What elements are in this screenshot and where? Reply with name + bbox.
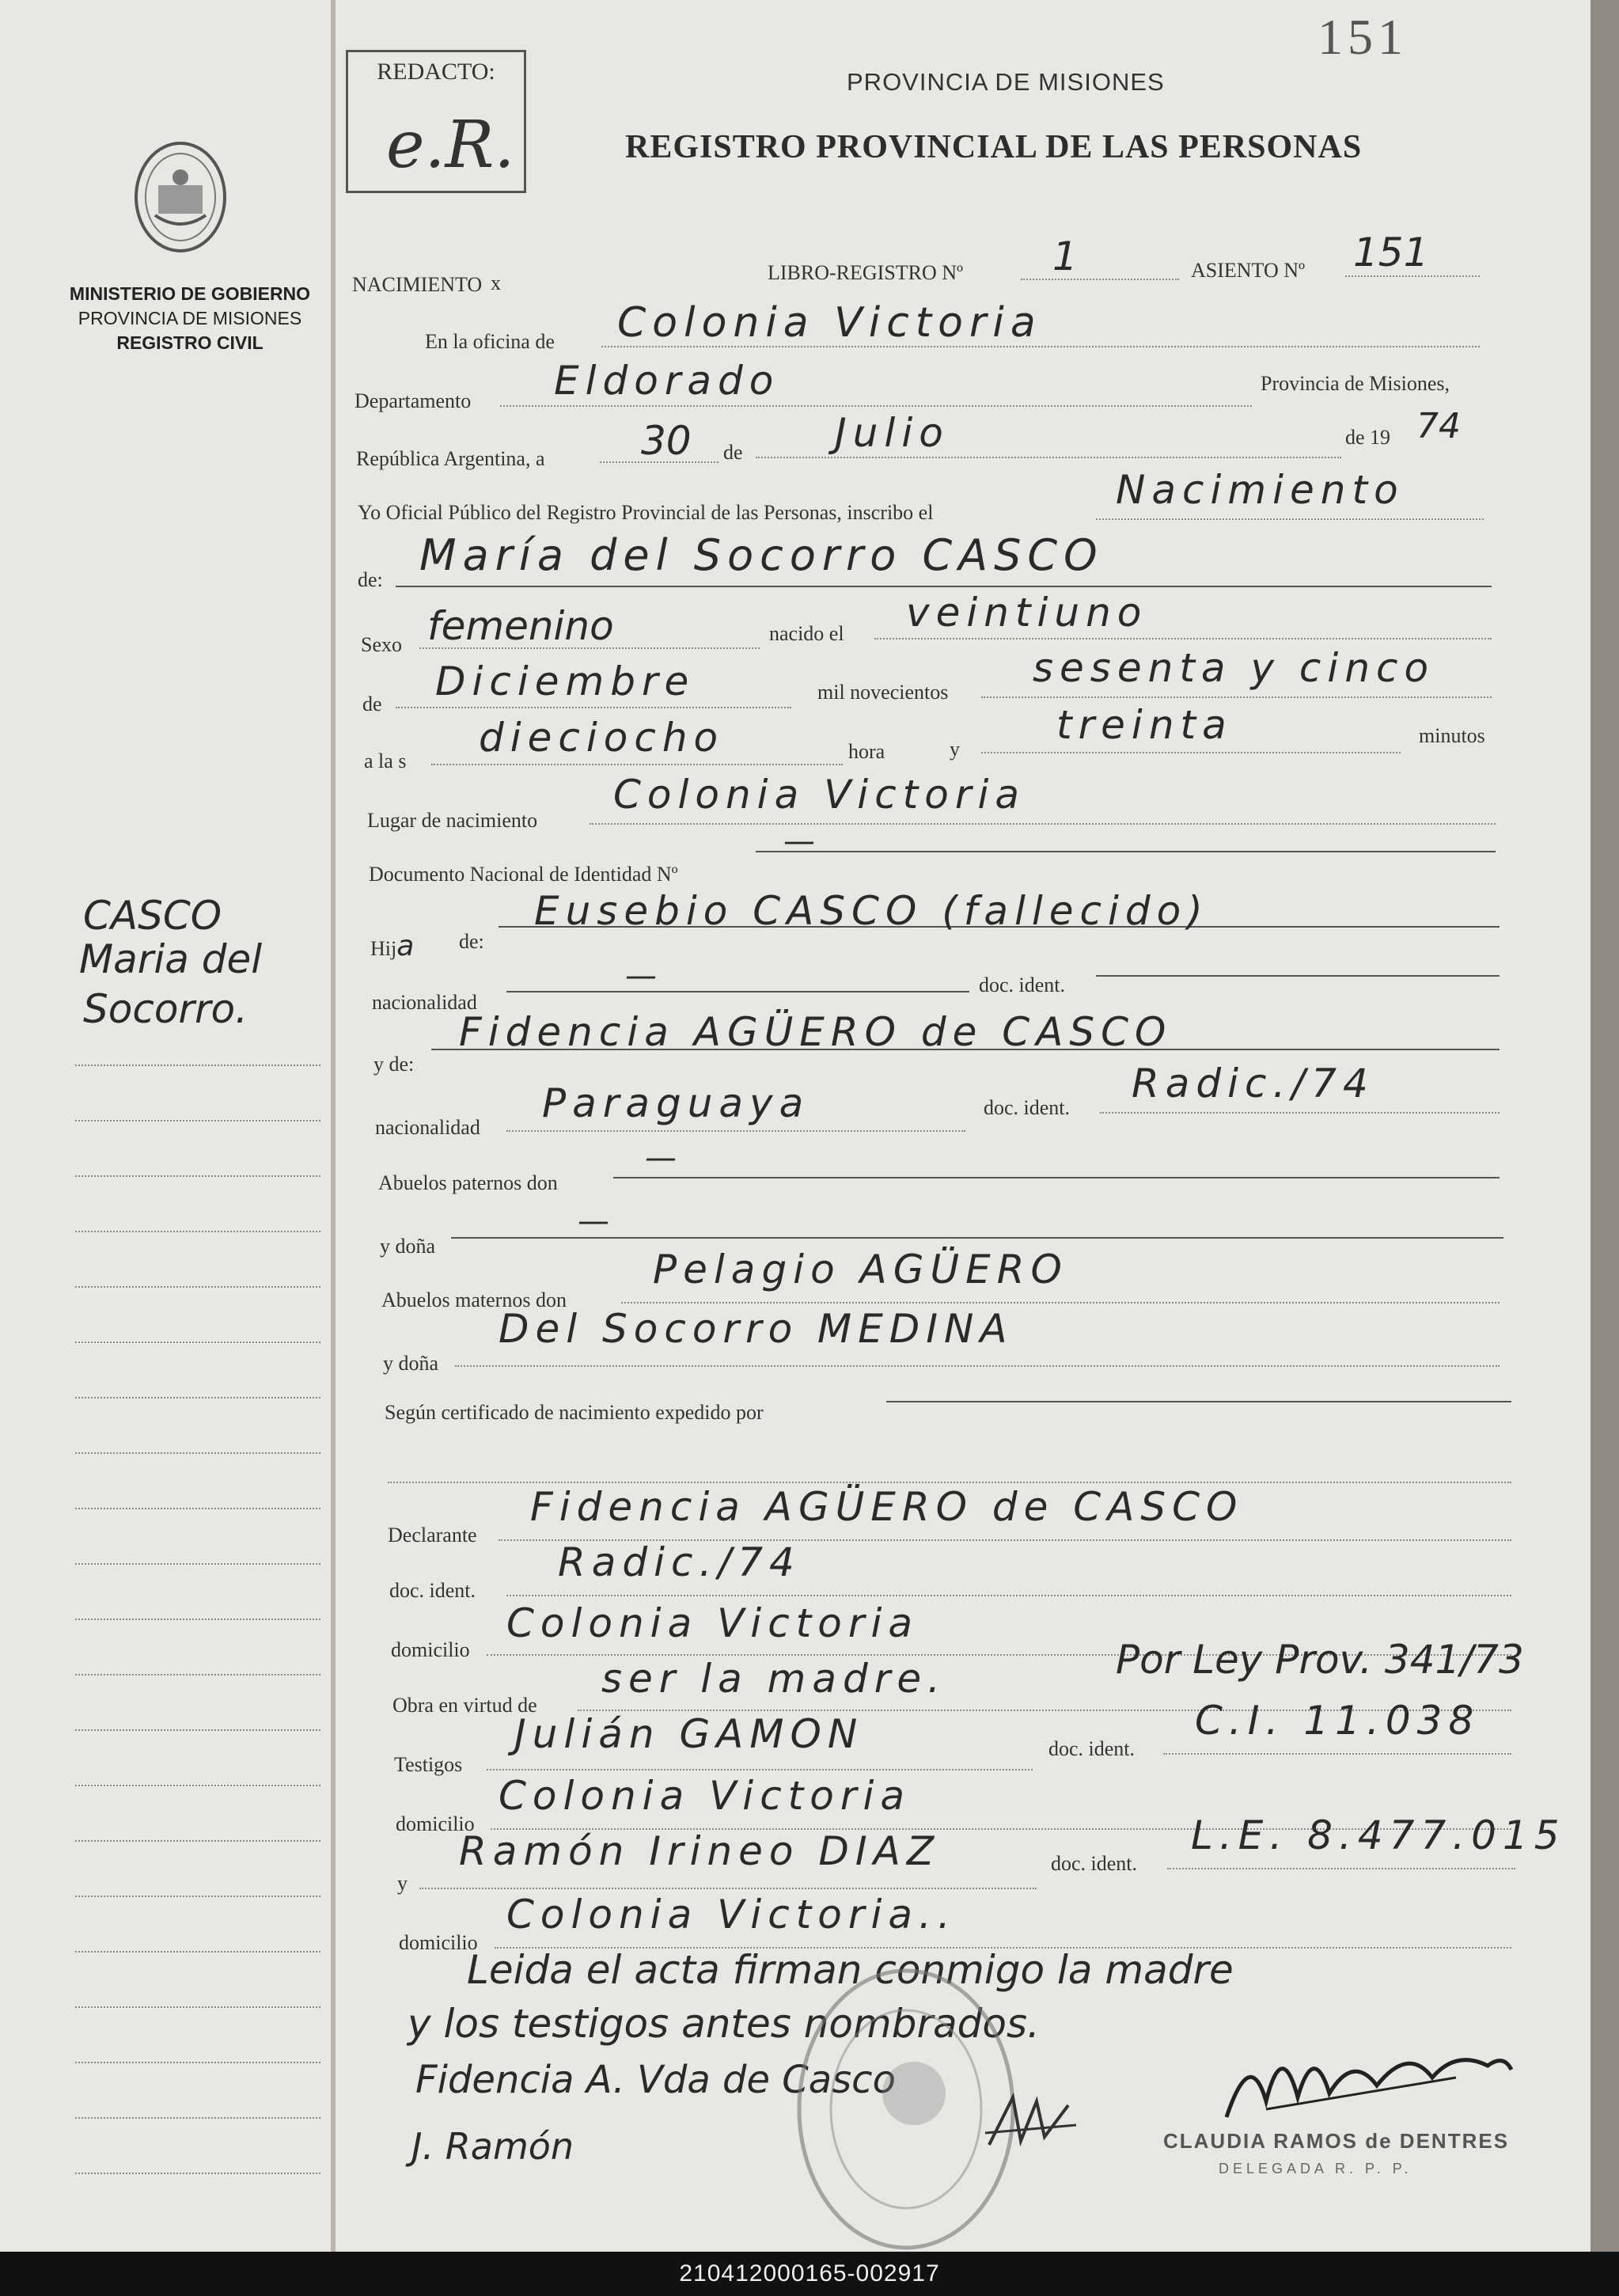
label-yo-oficial: Yo Oficial Público del Registro Provincial de las Personas, inscribo el — [358, 501, 934, 524]
label-mil-novecientos: mil novecientos — [817, 681, 949, 704]
testigo1-doc-dots — [1163, 1753, 1511, 1755]
redacto-initials: e.R. — [386, 108, 515, 183]
label-departamento: Departamento — [355, 389, 472, 412]
dni-line — [756, 851, 1496, 852]
margin-ruled-line — [75, 1120, 320, 1121]
ministry-line1: MINISTERIO DE GOBIERNO — [69, 283, 311, 304]
value-asiento: 151 — [1353, 230, 1429, 275]
header-province: PROVINCIA DE MISIONES — [847, 68, 1165, 96]
margin-note-line3: Socorro. — [83, 986, 248, 1032]
value-minutos: treinta — [1056, 702, 1233, 748]
value-testigo1: Julián GAMON — [514, 1711, 864, 1757]
page-number: 151 — [1318, 9, 1408, 65]
delegada-name: CLAUDIA RAMOS de DENTRES — [1163, 2129, 1510, 2153]
closing-line1: Leida el acta firman conmigo la madre — [467, 1947, 1234, 1993]
hora-dots — [431, 764, 843, 765]
margin-ruled-line — [75, 1785, 320, 1786]
label-testigos: Testigos — [394, 1753, 463, 1776]
value-sexo: femenino — [427, 603, 614, 649]
label-doc-padre: doc. ident. — [979, 973, 1066, 996]
abuela-materna-dots — [455, 1365, 1500, 1367]
margin-ruled-line — [75, 1563, 320, 1565]
margin-ruled-line — [75, 1452, 320, 1454]
inscribo-dots — [1096, 518, 1484, 520]
value-libro: 1 — [1052, 233, 1078, 279]
label-y-dona-paterna: y doña — [380, 1235, 436, 1258]
ministry-block — [47, 282, 332, 355]
label-de-nacido-mes: de — [362, 693, 382, 715]
delegada-title: DELEGADA R. P. P. — [1219, 2161, 1412, 2176]
nacido-anio-dots — [981, 696, 1492, 698]
label-abuelos-paternos: Abuelos paternos don — [378, 1171, 558, 1194]
ministry-line3: REGISTRO CIVIL — [116, 332, 264, 353]
margin-ruled-line — [75, 1729, 320, 1731]
value-abuela-materna: Del Socorro MEDINA — [499, 1306, 1014, 1352]
label-domicilio-testigo1: domicilio — [396, 1812, 475, 1835]
ministry-line2: PROVINCIA DE MISIONES — [78, 308, 302, 328]
value-padre: Eusebio CASCO (fallecido) — [534, 888, 1209, 934]
label-y-de: y de: — [373, 1053, 415, 1076]
redacto-label: REDACTO: — [377, 59, 495, 85]
label-hij-text: Hij — [370, 937, 397, 960]
redacto-box — [346, 50, 526, 193]
label-oficina: En la oficina de — [425, 330, 555, 353]
value-abuelo-paterno: — — [645, 1140, 677, 1176]
label-dni: Documento Nacional de Identidad Nº — [369, 863, 678, 886]
label-de-mes: de — [723, 441, 743, 464]
label-y-testigo2: y — [397, 1872, 408, 1895]
label-republica: República Argentina, a — [356, 447, 545, 470]
mes-dots — [756, 457, 1341, 458]
label-a-las-s: s — [398, 750, 407, 772]
value-declarante-doc: Radic./74 — [558, 1539, 801, 1585]
padre-doc-line — [1096, 975, 1500, 977]
label-a-las — [364, 750, 406, 773]
value-abuelo-materno: Pelagio AGÜERO — [653, 1247, 1068, 1292]
label-libro: LIBRO-REGISTRO Nº — [768, 261, 964, 284]
label-hora: hora — [848, 740, 885, 763]
margin-ruled-line — [75, 1342, 320, 1343]
label-nacionalidad-madre: nacionalidad — [375, 1116, 480, 1139]
label-lugar: Lugar de nacimiento — [367, 809, 538, 832]
segun-line — [886, 1401, 1511, 1402]
label-abuelos-maternos: Abuelos maternos don — [381, 1288, 567, 1311]
label-doc-testigo1: doc. ident. — [1048, 1737, 1136, 1760]
footer-document-id: 210412000165-002917 — [0, 2252, 1619, 2296]
value-dni: — — [783, 823, 815, 860]
label-y-minutos: y — [950, 738, 960, 761]
lugar-dots — [590, 823, 1496, 825]
label-domicilio-testigo2: domicilio — [399, 1931, 478, 1954]
nacido-dots — [874, 638, 1492, 639]
closing-line2: y los testigos antes nombrados. — [408, 2001, 1040, 2047]
value-hora: dieciocho — [479, 715, 725, 761]
margin-ruled-line — [75, 1508, 320, 1509]
value-testigo2: Ramón Irineo DIAZ — [459, 1828, 941, 1874]
signature-witness-mark-icon — [981, 2089, 1084, 2153]
label-declarante: Declarante — [388, 1524, 477, 1546]
province-seal-icon — [131, 138, 229, 256]
label-provincia: Provincia de Misiones, — [1261, 372, 1450, 395]
value-testigo2-domicilio: Colonia Victoria.. — [506, 1892, 957, 1937]
value-nombre: María del Socorro CASCO — [419, 530, 1104, 580]
margin-ruled-line — [75, 2006, 320, 2008]
label-asiento: ASIENTO Nº — [1191, 259, 1306, 282]
margin-ruled-line — [75, 1175, 320, 1177]
margin-ruled-line — [75, 1840, 320, 1842]
label-doc-declarante: doc. ident. — [389, 1579, 476, 1602]
declarante-doc-dots — [506, 1595, 1511, 1596]
margin-ruled-line — [75, 2173, 320, 2174]
value-testigo1-doc: C.I. 11.038 — [1195, 1698, 1481, 1744]
value-madre-doc: Radic./74 — [1132, 1061, 1374, 1106]
margin-ruled-line — [75, 1231, 320, 1232]
value-oficina: Colonia Victoria — [617, 299, 1042, 347]
label-y-dona-materna: y doña — [383, 1352, 439, 1375]
margin-note-line1: CASCO — [83, 893, 222, 939]
nacimiento-mark: x — [491, 271, 501, 294]
next-page-edge — [1591, 0, 1619, 2252]
label-de-nombre: de: — [358, 568, 383, 591]
label-de-anio: de 19 — [1345, 426, 1391, 449]
label-obra: Obra en virtud de — [392, 1694, 537, 1717]
value-departamento: Eldorado — [554, 358, 780, 404]
label-sexo: Sexo — [361, 633, 402, 656]
label-segun: Según certificado de nacimiento expedido por — [385, 1401, 764, 1424]
value-nacido-anio: sesenta y cinco — [1033, 645, 1435, 691]
value-lugar: Colonia Victoria — [613, 772, 1026, 818]
margin-ruled-line — [75, 1951, 320, 1953]
label-hij-suffix: a — [396, 930, 415, 962]
margin-ruled-line — [75, 1286, 320, 1288]
value-madre: Fidencia AGÜERO de CASCO — [459, 1009, 1173, 1055]
label-nacimiento: NACIMIENTO — [352, 273, 483, 296]
value-inscribo: Nacimiento — [1116, 467, 1405, 513]
header-registry: REGISTRO PROVINCIAL DE LAS PERSONAS — [625, 129, 1363, 165]
margin-ruled-line — [75, 1065, 320, 1066]
signature-delegada-icon — [1219, 2030, 1519, 2133]
label-nacido-el: nacido el — [769, 622, 844, 645]
margin-note-line2: Maria del — [79, 936, 263, 982]
value-padre-nacionalidad: — — [625, 958, 657, 994]
label-doc-madre: doc. ident. — [984, 1096, 1071, 1119]
testigo2-doc-dots — [1167, 1868, 1515, 1869]
margin-ruled-line — [75, 1619, 320, 1620]
segun-extra-dots — [388, 1482, 1511, 1483]
label-de-padre: de: — [459, 930, 484, 953]
testigo2-dots — [419, 1888, 1037, 1889]
label-a-la: a la — [364, 750, 393, 772]
abuelo-paterno-line — [613, 1177, 1500, 1178]
value-mes: Julio — [835, 410, 950, 456]
nacido-mes-dots — [396, 707, 791, 708]
asiento-dots — [1345, 275, 1480, 277]
signature-declarante: Fidencia A. Vda de Casco — [415, 2058, 896, 2102]
value-madre-nacionalidad: Paraguaya — [542, 1080, 810, 1126]
label-minutos: minutos — [1419, 724, 1485, 747]
label-hij — [370, 930, 414, 962]
minutos-dots — [981, 752, 1401, 753]
label-domicilio-declarante: domicilio — [391, 1638, 470, 1661]
margin-ruled-line — [75, 2062, 320, 2063]
signature-testigo: J. Ramón — [411, 2125, 574, 2168]
margin-ruled-line — [75, 2117, 320, 2119]
value-declarante: Fidencia AGÜERO de CASCO — [530, 1484, 1244, 1530]
value-dia: 30 — [641, 418, 692, 464]
padre-nacionalidad-line — [506, 991, 969, 992]
margin-ruled-line — [75, 1397, 320, 1398]
value-obra: ser la madre. — [601, 1656, 946, 1702]
departamento-dots — [500, 405, 1252, 407]
label-doc-testigo2: doc. ident. — [1051, 1852, 1138, 1875]
margin-ruled-line — [75, 1896, 320, 1897]
value-declarante-domicilio: Colonia Victoria — [506, 1600, 919, 1646]
value-testigo2-doc: L.E. 8.477.015 — [1191, 1812, 1566, 1858]
value-nacido-mes: Diciembre — [435, 658, 696, 704]
margin-ruled-line — [75, 1674, 320, 1676]
label-nacionalidad-padre: nacionalidad — [372, 991, 477, 1014]
value-ley: Por Ley Prov. 341/73 — [1116, 1637, 1524, 1683]
libro-dots — [1021, 279, 1179, 280]
value-testigo1-domicilio: Colonia Victoria — [499, 1773, 911, 1819]
value-nacido-dia: veintiuno — [906, 590, 1148, 636]
nombre-line — [396, 586, 1492, 587]
value-abuela-paterna: — — [578, 1203, 609, 1239]
testigo1-dots — [487, 1769, 1033, 1770]
abuelo-materno-dots — [621, 1302, 1500, 1304]
madre-nacionalidad-dots — [506, 1130, 965, 1132]
value-anio: 74 — [1416, 406, 1461, 446]
madre-doc-dots — [1100, 1112, 1500, 1114]
